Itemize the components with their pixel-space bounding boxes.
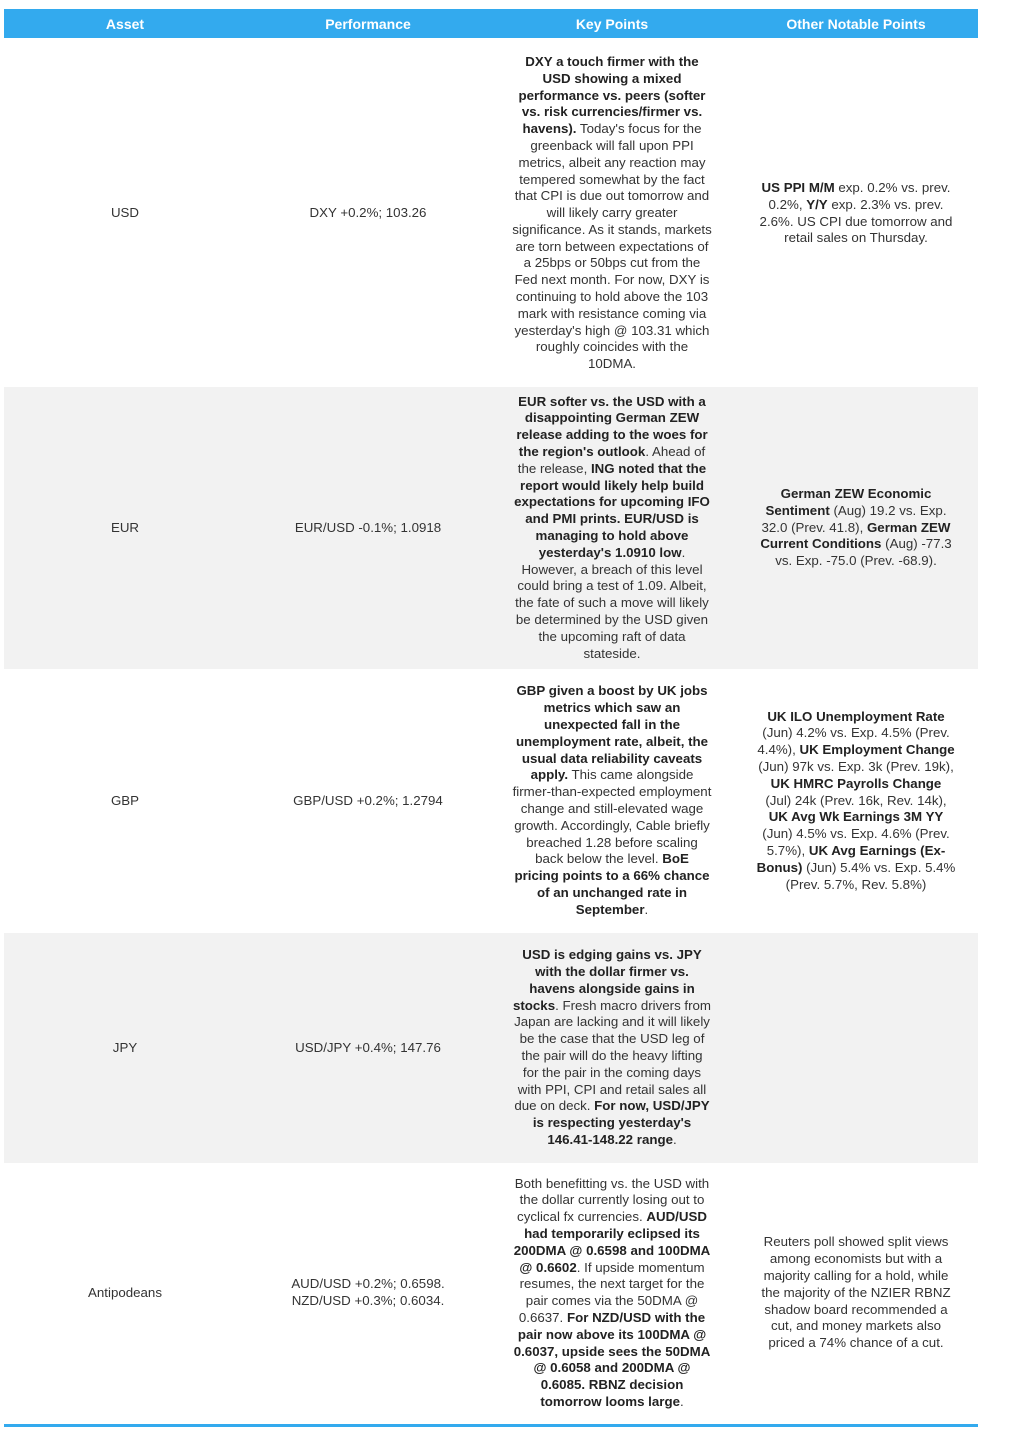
- table-row-gbp: [4, 669, 978, 933]
- table-header-row: [4, 9, 978, 39]
- body-text: . If upside momentum resumes, the next target for the pair comes via the 50DMA @ 0.6637.: [518, 1259, 705, 1326]
- emphasis-text: UK Avg Earnings (Ex-Bonus): [756, 842, 946, 875]
- body-text: . Ahead of the release,: [517, 444, 706, 476]
- performance-cell: DXY +0.2%; 103.26: [309, 205, 427, 221]
- other-points-cell: [734, 1163, 978, 1425]
- asset-cell: GBP: [110, 792, 140, 808]
- emphasis-text: UK ILO Unemployment Rate: [767, 708, 945, 724]
- performance-cell: GBP/USD +0.2%; 1.2794: [293, 792, 443, 808]
- body-text: exp. 0.2% vs. prev. 0.2%,: [768, 179, 951, 212]
- body-text: (Aug) -77.3 vs. Exp. -75.0 (Prev. -68.9).: [775, 536, 952, 569]
- body-text: Reuters poll showed split views among economists but with a majority calling for a hold, while the majority of the NZIER RBNZ shadow board recommended a cut, and money markets also priced a 74% chance of a cut.: [761, 1234, 951, 1351]
- emphasis-text: UK HMRC Payrolls Change: [770, 775, 942, 791]
- emphasis-text: For now, USD/JPY is respecting yesterday's 146.41-148.22 range: [532, 1098, 710, 1147]
- other-points-cell: [734, 933, 978, 1163]
- asset-cell: EUR: [4, 387, 246, 669]
- table-row-eur: [4, 387, 978, 669]
- key-points-cell: [490, 387, 734, 669]
- key-points-cell: [490, 1163, 734, 1425]
- performance-line: NZD/USD +0.3%; 0.6034.: [291, 1293, 445, 1309]
- key-points-cell: [490, 669, 734, 933]
- emphasis-text: German ZEW Current Conditions: [760, 519, 951, 552]
- table-row-usd: [4, 39, 978, 387]
- body-text: (Jul) 24k (Prev. 16k, Rev. 14k),: [765, 792, 947, 808]
- body-text: .: [679, 1394, 684, 1410]
- body-text: Today's focus for the greenback will fall upon PPI metrics, albeit any reaction may tempered somewhat by the fact that CPI is due out tomorrow and will likely carry greater significance. As it stands, markets are torn between expectations of a 25bps or 50bps cut from the Fed next month. For now, DXY is continuing to hold above the 103 mark with resistance coming via yesterday's high @ 103.31 which roughly coincides with the 10DMA.: [512, 121, 712, 372]
- fx-summary-table-container: [4, 9, 978, 1427]
- emphasis-text: German ZEW Economic Sentiment: [765, 486, 932, 518]
- other-points-cell: [734, 669, 978, 933]
- header-other-points: Other Notable Points: [734, 9, 978, 39]
- body-text: (Jun) 4.5% vs. Exp. 4.6% (Prev. 5.7%),: [762, 826, 950, 858]
- emphasis-text: BoE pricing points to a 66% chance of an unchanged rate in September: [514, 851, 710, 917]
- body-text: .: [644, 901, 649, 917]
- body-text: .: [672, 1131, 677, 1147]
- emphasis-text: UK Employment Change: [799, 742, 955, 758]
- body-text: Both benefitting vs. the USD with the dollar currently losing out to cyclical fx currencies.: [514, 1175, 710, 1225]
- body-text: exp. 2.3% vs. prev. 2.6%. US CPI due tomorrow and retail sales on Thursday.: [759, 196, 953, 246]
- emphasis-text: GBP given a boost by UK jobs metrics which saw an unexpected fall in the unemployment rate, albeit, the usual data reliability caveats apply.: [515, 683, 709, 783]
- emphasis-text: Y/Y: [806, 196, 828, 212]
- emphasis-text: EUR softer vs. the USD with a disappointing German ZEW release adding to the woes for the region's outlook: [516, 393, 708, 460]
- asset-cell: JPY: [4, 933, 246, 1163]
- emphasis-text: USD is edging gains vs. JPY with the dollar firmer vs. havens alongside gains in stocks: [512, 947, 702, 1013]
- emphasis-text: For NZD/USD with the pair now above its 100DMA @ 0.6037, upside sees the 50DMA @ 0.6058 and 200DMA @ 0.6085. RBNZ decision tomorrow looms large: [513, 1310, 711, 1410]
- emphasis-text: DXY a touch firmer with the USD showing a mixed performance vs. peers (softer vs. risk currencies/firmer vs. havens).: [518, 53, 706, 137]
- body-text: . However, a breach of this level could bring a test of 1.09. Albeit, the fate of such a move will likely be determined by the USD given the upcoming raft of data stateside.: [515, 544, 709, 661]
- asset-cell: USD: [110, 205, 140, 221]
- performance-line: AUD/USD +0.2%; 0.6598.: [291, 1276, 445, 1292]
- performance-cell: USD/JPY +0.4%; 147.76: [246, 933, 490, 1163]
- body-text: . Fresh macro drivers from Japan are lacking and it will likely be the case that the USD leg of the pair will do the heavy lifting for the pair in the coming days with PPI, CPI and retail sales all due on deck.: [514, 997, 712, 1114]
- table-row-antipodeans: [4, 1163, 978, 1425]
- fx-summary-table: [4, 9, 978, 1427]
- performance-cell: [246, 1163, 490, 1425]
- body-text: (Jun) 4.2% vs. Exp. 4.5% (Prev. 4.4%),: [757, 725, 950, 758]
- header-asset: Asset: [4, 9, 246, 39]
- emphasis-text: US PPI M/M: [761, 179, 835, 195]
- key-points-cell: [490, 933, 734, 1163]
- body-text: (Jun) 5.4% vs. Exp. 5.4% (Prev. 5.7%, Rev. 5.8%): [785, 859, 956, 892]
- body-text: (Jun) 97k vs. Exp. 3k (Prev. 19k),: [758, 759, 954, 774]
- performance-cell: EUR/USD -0.1%; 1.0918: [246, 387, 490, 669]
- key-points-cell: [490, 39, 734, 387]
- header-key-points: Key Points: [490, 9, 734, 39]
- emphasis-text: UK Avg Wk Earnings 3M YY: [768, 809, 944, 825]
- other-points-cell: [734, 387, 978, 669]
- emphasis-text: AUD/USD had temporarily eclipsed its 200DMA @ 0.6598 and 100DMA @ 0.6602: [513, 1209, 711, 1275]
- asset-cell: Antipodeans: [4, 1163, 246, 1425]
- header-performance: Performance: [246, 9, 490, 39]
- emphasis-text: ING noted that the report would likely help build expectations for upcoming IFO and PMI prints. EUR/USD is managing to hold above yesterday's 1.0910 low: [514, 460, 710, 560]
- table-row-jpy: [4, 933, 978, 1163]
- body-text: This came alongside firmer-than-expected employment change and still-elevated wage growth. Accordingly, Cable briefly breached 1.28 before scaling back below the level.: [512, 767, 712, 867]
- body-text: (Aug) 19.2 vs. Exp. 32.0 (Prev. 41.8),: [761, 502, 947, 535]
- other-points-cell: [734, 39, 978, 387]
